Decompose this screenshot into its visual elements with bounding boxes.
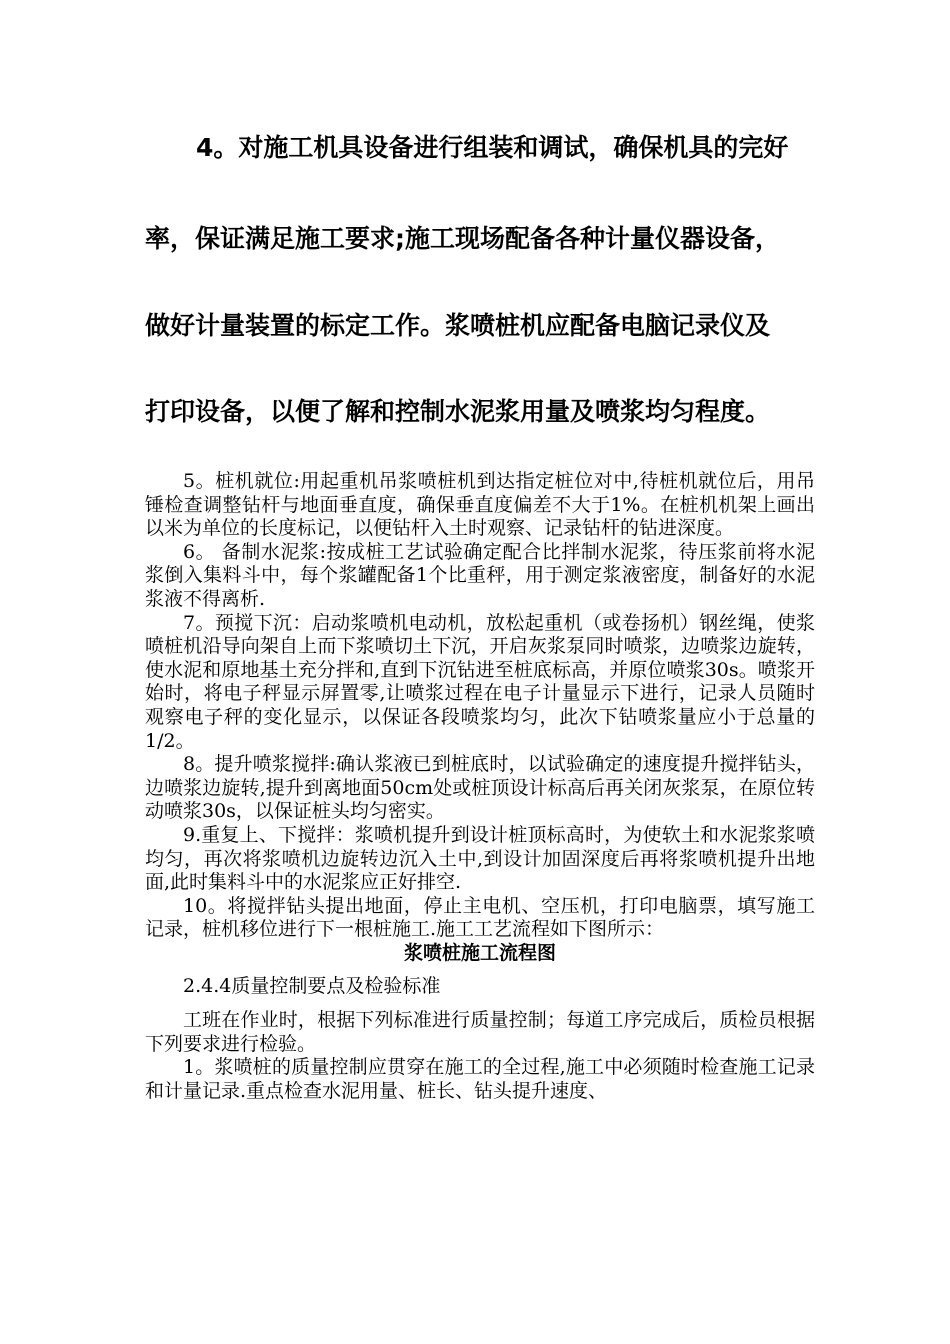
intro-line-3: 做好计量装置的标定工作。浆喷桩机应配备电脑记录仪及 — [145, 311, 771, 340]
paragraph-quality-1: 1。浆喷桩的质量控制应贯穿在施工的全过程,施工中必须随时检查施工记录和计量记录.重点检查水泥用量、桩长、钻头提升速度、 — [145, 1056, 815, 1102]
intro-line-4: 打印设备，以便了解和控制水泥浆用量及喷浆均匀程度。 — [145, 397, 771, 426]
paragraph-6: 6。 备制水泥浆:按成桩工艺试验确定配合比拌制水泥浆，待压浆前将水泥浆倒入集料斗中，每个浆罐配备1个比重秤，用于测定浆液密度，制备好的水泥浆液不得离析. — [145, 540, 815, 610]
figure-caption: 浆喷桩施工流程图 — [403, 941, 556, 964]
section-heading: 2.4.4质量控制要点及检验标准 — [183, 975, 441, 998]
paragraph-9: 9.重复上、下搅拌：浆喷机提升到设计桩顶标高时，为使软土和水泥浆浆喷均匀，再次将浆喷机边旋转边沉入土中,到设计加固深度后再将浆喷机提升出地面,此时集料斗中的水泥浆应正好排空. — [145, 823, 815, 894]
paragraph-7: 7。预搅下沉：启动浆喷机电动机，放松起重机（或卷扬机）钢丝绳，使浆喷桩机沿导向架自上而下浆喷切土下沉，开启灰浆泵同时喷浆，边喷浆边旋转，使水泥和原地基土充分拌和,直到下沉钻进至桩底标高，并原位喷浆30s。喷浆开始时，将电子秤显示屏置零,让喷浆过程在电子计量显示下进行，记录人员随时观察电子秤的变化显示，以保证各段喷浆均匀，此次下钻喷浆量应小于总量的1/2。 — [145, 611, 815, 752]
paragraph-5: 5。桩机就位:用起重机吊浆喷桩机到达指定桩位对中,待桩机就位后，用吊锤检查调整钻杆与地面垂直度，确保垂直度偏差不大于1%。在桩机机架上画出以米为单位的长度标记，以便钻杆入土时观察、记录钻杆的钻进深度。 — [145, 470, 815, 540]
paragraph-team: 工班在作业时，根据下列标准进行质量控制；每道工序完成后，质检员根据下列要求进行检验。 — [145, 1009, 815, 1055]
paragraph-10: 10。将搅拌钻头提出地面，停止主电机、空压机，打印电脑票，填写施工记录，桩机移位进行下一根桩施工.施工工艺流程如下图所示： — [145, 894, 815, 941]
intro-line-2: 率，保证满足施工要求;施工现场配备各种计量仪器设备， — [145, 224, 780, 253]
intro-line-1: 4。对施工机具设备进行组装和调试，确保机具的完好 — [196, 133, 789, 162]
body-text — [145, 470, 815, 1103]
paragraph-8: 8。提升喷浆搅拌:确认浆液已到桩底时，以试验确定的速度提升搅拌钻头，边喷浆边旋转,提升到离地面50cm处或桩顶设计标高后再关闭灰浆泵，在原位转动喷浆30s，以保证桩头均匀密实。 — [145, 753, 815, 823]
